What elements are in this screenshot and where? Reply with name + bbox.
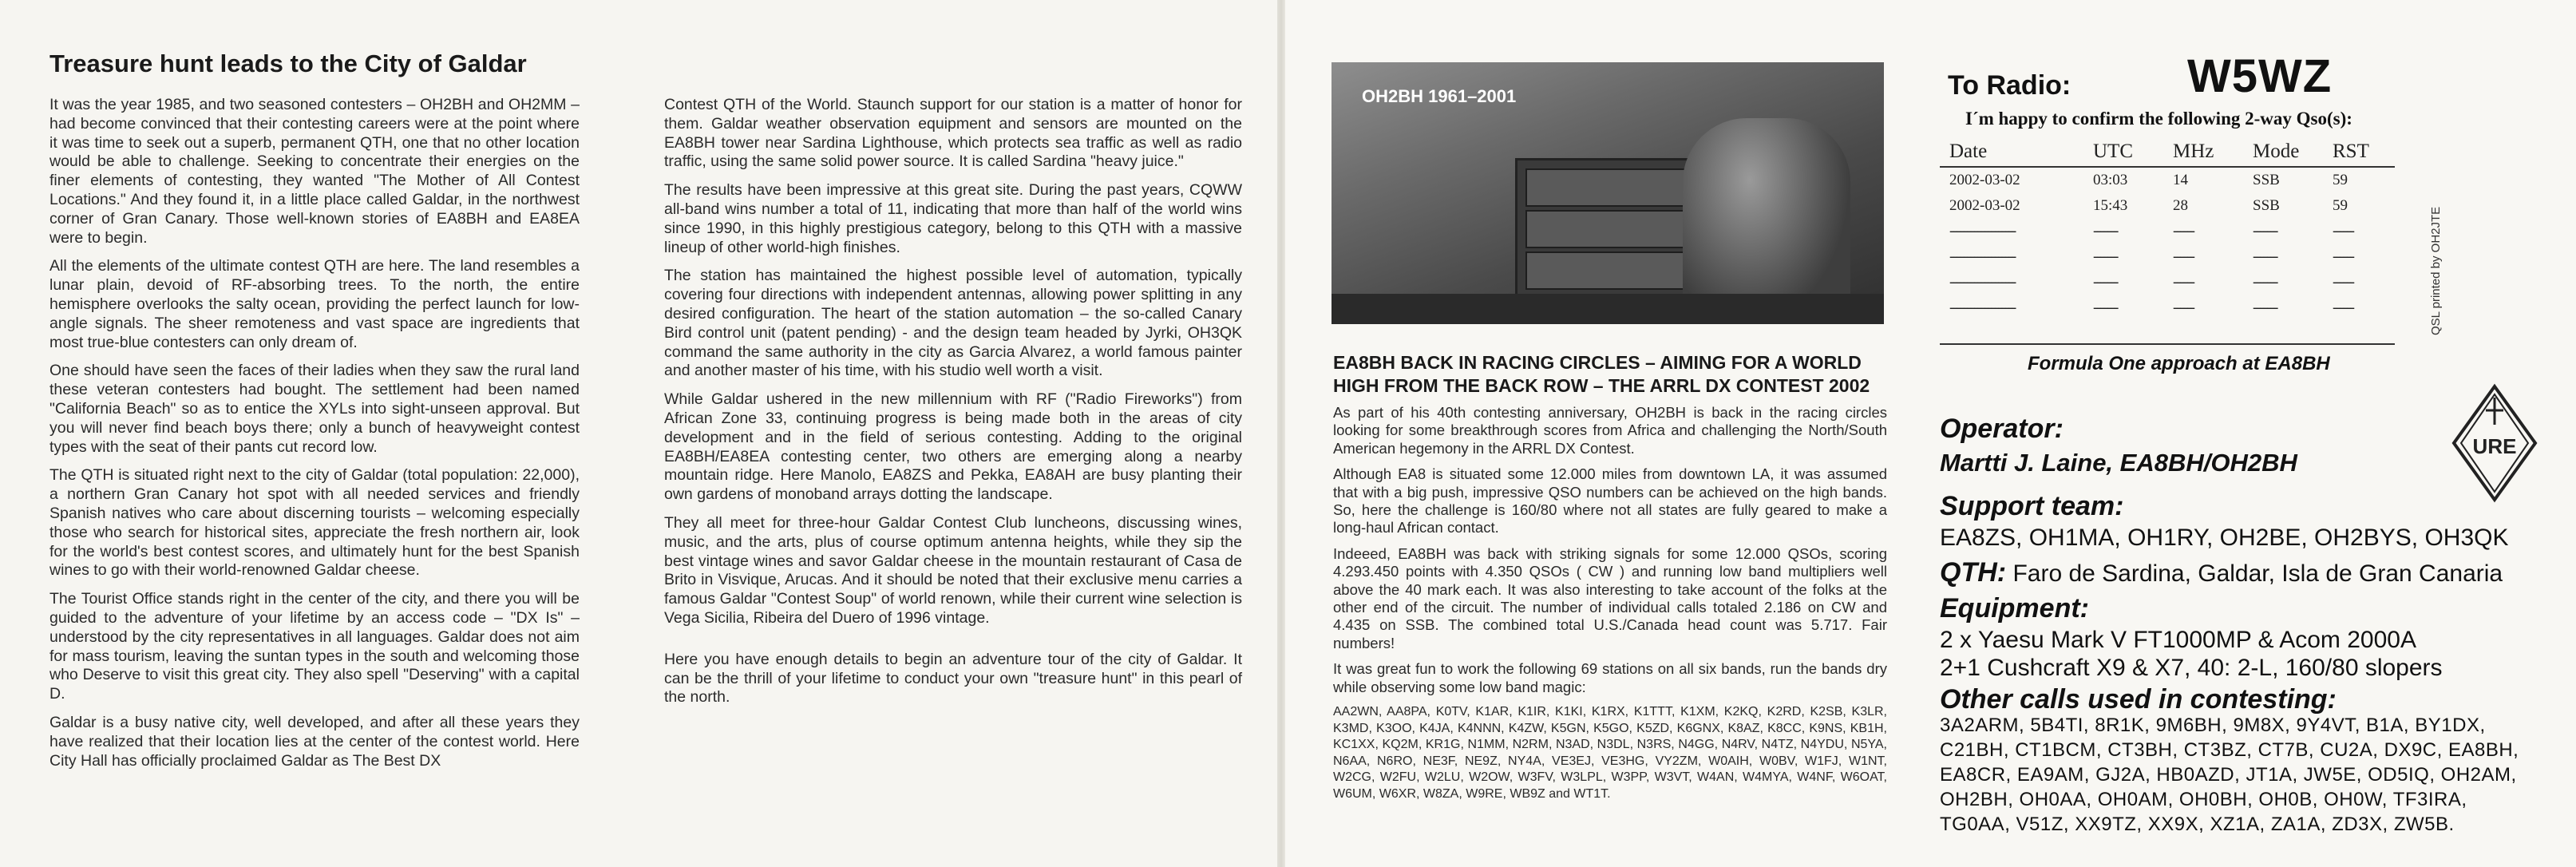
article2-body bbox=[1333, 404, 1887, 810]
qso-date: ------------------- bbox=[1949, 223, 2016, 240]
paragraph: While Galdar ushered in the new millennium with RF ("Radio Fireworks") from African Zone 33, continuing progress is being made both in the areas of city development and in the field of serious contesting. Adding to the original EA8BH/EA8EA contesting center, two others are emerging along a nearby mountain ridge. Here Manolo, EA8ZS and Pekka, EA8AH are busy planting their own gardens of monoband arrays dotting the landscape. bbox=[664, 390, 1242, 504]
paragraph: They all meet for three-hour Galdar Contest Club luncheons, discussing wines, music, and the arts, plus of course optimum antenna heights, while they sip the best vintage wines and savor Galdar cheese in the mountain restaurant of Casa de Brito in Visvique, Arucas. And it should be noted that their exclusive menu carries a famous Galdar "Contest Soup" of world renown, while their current wine selection is Vega Sicilia, Ribeira del Duero of 1996 vintage. bbox=[664, 513, 1242, 627]
qso-rst: ------ bbox=[2333, 274, 2353, 291]
qso-mhz: 14 bbox=[2173, 172, 2188, 188]
qth-value: Faro de Sardina, Galdar, Isla de Gran Canaria bbox=[2012, 560, 2503, 587]
article-title: Treasure hunt leads to the City of Galdar bbox=[49, 49, 527, 77]
article-column-1 bbox=[49, 96, 580, 780]
paragraph: Contest QTH of the World. Staunch support for our station is a matter of honor for them. Galdar weather observation equipment and sensors are mounted on the EA8BH tower near Sardina Lighthouse, which protects sea traffic as well as radio traffic, using the same solid power source. It is called Sardina "heavy juice." bbox=[664, 96, 1242, 171]
paragraph: Although EA8 is situated some 12.000 miles from downtown LA, it was assumed that with a big push, impressive QSO numbers can be achieved on the high bands. So, here the challenge is 160/80 where not all states are fully geared to make a long-haul African contact. bbox=[1333, 465, 1887, 536]
equipment-label: Equipment: bbox=[1940, 593, 2089, 624]
qso-date: ------------------- bbox=[1949, 274, 2016, 291]
support-value: EA8ZS, OH1MA, OH1RY, OH2BE, OH2BYS, OH3QK bbox=[1940, 525, 2509, 551]
qso-rst: ------ bbox=[2333, 223, 2353, 240]
paragraph: It was the year 1985, and two seasoned contesters – OH2BH and OH2MM – had become convinced that their contesting careers were at the point where it was time to seek out a superb, permanent QTH, one that no other location would be able to challenge. Seeking to concentrate their energies on the finer elements of contesting, they wanted "The Mother of All Contest Locations." And they found it, in a little place called Galdar, in the northwest corner of Gran Canary. Those well-known stories of EA8BH and EA8EA were to begin. bbox=[49, 96, 580, 247]
to-radio-label: To Radio: bbox=[1948, 70, 2071, 101]
paragraph: Indeeed, EA8BH was back with striking signals for some 12.000 QSOs, scoring 4.293.450 points with 4.350 QSOs ( CW ) and running low band multipliers well above the 40 mark each. It was also interesting to take account of the folks at the other end of the circuit. The number of individual calls totaled 2.186 on CW and 4.435 on SSB. The combined total U.S./Canada head count was 5.717. Fair numbers! bbox=[1333, 544, 1887, 651]
table-row bbox=[1940, 193, 2395, 219]
column-header: Mode bbox=[2253, 137, 2333, 167]
paragraph: The station has maintained the highest possible level of automation, typically covering four directions with independent antennas, allowing power splitting in any desired configuration. The heart of the station automation – the so-called Canary Bird control unit (patent pending) - and the design team headed by Jyrki, OH3QK command the same authority in the city as Garcia Alvarez, a world famous painter and another master of his time, with his studio well worth a visit. bbox=[664, 267, 1242, 380]
qso-mhz: ------ bbox=[2173, 299, 2194, 316]
qso-utc: ------- bbox=[2093, 299, 2118, 316]
qso-mhz: ------ bbox=[2173, 274, 2194, 291]
qso-rst: 59 bbox=[2333, 172, 2348, 188]
paragraph: Galdar is a busy native city, well developed, and after all these years they have realized that their location lies at the center of the contest world. Here City Hall has officially proclaimed Galdar as The Best DX bbox=[49, 713, 580, 770]
page-fold bbox=[1277, 0, 1285, 867]
operator-photo bbox=[1332, 62, 1884, 324]
qsl-printed-by: QSL printed by OH2JTE bbox=[2429, 206, 2443, 335]
qso-rst: ------ bbox=[2333, 248, 2353, 265]
other-calls-label: Other calls used in contesting: bbox=[1940, 684, 2337, 715]
qso-rst: ------ bbox=[2333, 299, 2353, 316]
qso-date: ------------------- bbox=[1949, 248, 2016, 265]
callsign: W5WZ bbox=[2187, 50, 2333, 102]
operator-value: Martti J. Laine, EA8BH/OH2BH bbox=[1940, 449, 2297, 477]
paragraph: The results have been impressive at this great site. During the past years, CQWW all-band wins number a total of 11, indicating that more than half of the world wins since 1990, in this highly prestigious category, belong to this QTH with a massive lineup of other world-high finishes. bbox=[664, 181, 1242, 256]
paragraph: One should have seen the faces of their ladies when they saw the rural land these veteran contesters had bought. The settlement had been named "California Beach" so as to entice the XYLs into sight-unseen approval. But you will never find beach boys there; only a bunch of heavyweight contest types with the seat of their pants cut record low. bbox=[49, 362, 580, 456]
article-column-2 bbox=[664, 96, 1242, 717]
call-list: AA2WN, AA8PA, K0TV, K1AR, K1IR, K1KI, K1RX, K1TTT, K1XM, K2KQ, K2RD, K2SB, K3LR, K3MD, K3OO, K4JA, K4NNN, K4ZW, K5GN, K5GO, K5ZD, K6GNX, K8AZ, K8CC, K9NS, KB1H, KC1XX, KQ2M, KR1G, N1MM, N2RM, N3AD, N3DL, N3RS, N4GG, N4RV, N4TZ, N4YDU, N5YA, N6AA, N6RO, NE3F, NE9Z, NY4A, VE3EJ, VE3HG, VY2ZM, W0AIH, W0BV, W1FJ, W1NT, W2CG, W2FU, W2LU, W2OW, W3FV, W3LPL, W3PP, W3VT, W4AN, W4MYA, W4NF, W6OAT, W6UM, W6XR, W8ZA, W9RE, WB9Z and WT1T. bbox=[1333, 705, 1887, 801]
qso-rst: 59 bbox=[2333, 197, 2348, 214]
qso-header-row bbox=[1940, 137, 2395, 167]
operator-label: Operator: bbox=[1940, 414, 2064, 444]
equipment-line-2: 2+1 Cushcraft X9 & X7, 40: 2-L, 160/80 slopers bbox=[1940, 655, 2443, 681]
ure-logo bbox=[2451, 383, 2538, 503]
column-header: UTC bbox=[2093, 137, 2173, 167]
qso-utc: ------- bbox=[2093, 274, 2118, 291]
table-row bbox=[1940, 270, 2395, 295]
paragraph: As part of his 40th contesting anniversary, OH2BH is back in the racing circles looking for some breakthrough scores from Africa and challenging the North/South American hegemony in the ARRL DX Contest. bbox=[1333, 404, 1887, 457]
column-header: RST bbox=[2333, 137, 2395, 167]
desk bbox=[1332, 294, 1884, 324]
paragraph: It was great fun to work the following 69 stations on all six bands, run the bands dry while observing some low band magic: bbox=[1333, 660, 1887, 695]
table-row bbox=[1940, 219, 2395, 244]
qso-utc: ------- bbox=[2093, 248, 2118, 265]
formula-text: Formula One approach at EA8BH bbox=[2028, 353, 2330, 374]
paragraph: The QTH is situated right next to the city of Galdar (total population: 22,000), a northern Gran Canary hot spot with all needed services and friendly Spanish natives who care about discerning tourists – welcoming especially those who search for historical sites, appreciate the fresh northern air, look for the world's best contest scores, and ultimately hunt for the best Spanish wines to go with their world-renowned Galdar cheese. bbox=[49, 466, 580, 580]
table-row bbox=[1940, 244, 2395, 270]
qso-date: 2002-03-02 bbox=[1949, 197, 2020, 214]
qso-utc: 03:03 bbox=[2093, 172, 2128, 188]
qso-utc: ------- bbox=[2093, 223, 2118, 240]
divider bbox=[1940, 343, 2395, 345]
support-label: Support team: bbox=[1940, 491, 2124, 521]
paragraph: All the elements of the ultimate contest QTH are here. The land resembles a lunar plain, devoid of RF-absorbing trees. To the north, the entire hemisphere overlooks the salty ocean, providing the perfect launch for low-angle signals. The sheer remoteness and vast space are ingredients that most true-blue contesters can only dream of. bbox=[49, 257, 580, 351]
qso-mode: ------- bbox=[2253, 248, 2277, 265]
qso-mhz: 28 bbox=[2173, 197, 2188, 214]
qso-mode: SSB bbox=[2253, 172, 2280, 188]
qso-table bbox=[1940, 137, 2395, 321]
photo-caption: OH2BH 1961–2001 bbox=[1362, 86, 1517, 106]
confirm-text: I´m happy to confirm the following 2-way Qso(s): bbox=[1965, 109, 2352, 129]
left-page bbox=[0, 0, 1277, 867]
column-header: Date bbox=[1940, 137, 2093, 167]
qso-date: 2002-03-02 bbox=[1949, 172, 2020, 188]
qso-utc: 15:43 bbox=[2093, 197, 2128, 214]
qso-date: ------------------- bbox=[1949, 299, 2016, 316]
qso-mhz: ------ bbox=[2173, 248, 2194, 265]
paragraph: Here you have enough details to begin an adventure tour of the city of Galdar. It can be the thrill of your lifetime to conduct your own "treasure hunt" in this pearl of the north. bbox=[664, 650, 1242, 707]
article2-title: EA8BH BACK IN RACING CIRCLES – AIMING FOR A WORLD HIGH FROM THE BACK ROW – THE ARRL DX CONTEST 2002 bbox=[1333, 352, 1870, 396]
qso-mode: ------- bbox=[2253, 274, 2277, 291]
column-header: MHz bbox=[2173, 137, 2253, 167]
qth-line bbox=[1940, 557, 2503, 588]
equipment-line-1: 2 x Yaesu Mark V FT1000MP & Acom 2000A bbox=[1940, 627, 2416, 653]
table-row bbox=[1940, 167, 2395, 193]
qso-mhz: ------ bbox=[2173, 223, 2194, 240]
other-calls-value: 3A2ARM, 5B4TI, 8R1K, 9M6BH, 9M8X, 9Y4VT, B1A, BY1DX, C21BH, CT1BCM, CT3BH, CT3BZ, CT7B, CU2A, DX9C, EA8BH, EA8CR, EA9AM, GJ2A, HB0AZD, JT1A, JW5E, OD5IQ, OH2AM, OH2BH, OH0AA, OH0AM, OH0BH, OH0B, OH0W, TF3IRA, TG0AA, V51Z, XX9TZ, XX9X, XZ1A, ZA1A, ZD3X, ZW5B. bbox=[1940, 715, 2519, 835]
qso-mode: ------- bbox=[2253, 223, 2277, 240]
qth-label: QTH: bbox=[1940, 557, 2007, 588]
qso-mode: ------- bbox=[2253, 299, 2277, 316]
logo-text: URE bbox=[2472, 434, 2517, 458]
paragraph: The Tourist Office stands right in the center of the city, and there you will be guided to the adventure of your lifetime by an access code – "DX Is" – understood by the city representatives in all languages. Galdar does not aim for mass tourism, leaving the suntan types in the south and welcoming those who Deserve to visit this great city. They also spell "Deserving" with a capital D. bbox=[49, 590, 580, 703]
table-row bbox=[1940, 295, 2395, 321]
qso-mode: SSB bbox=[2253, 197, 2280, 214]
